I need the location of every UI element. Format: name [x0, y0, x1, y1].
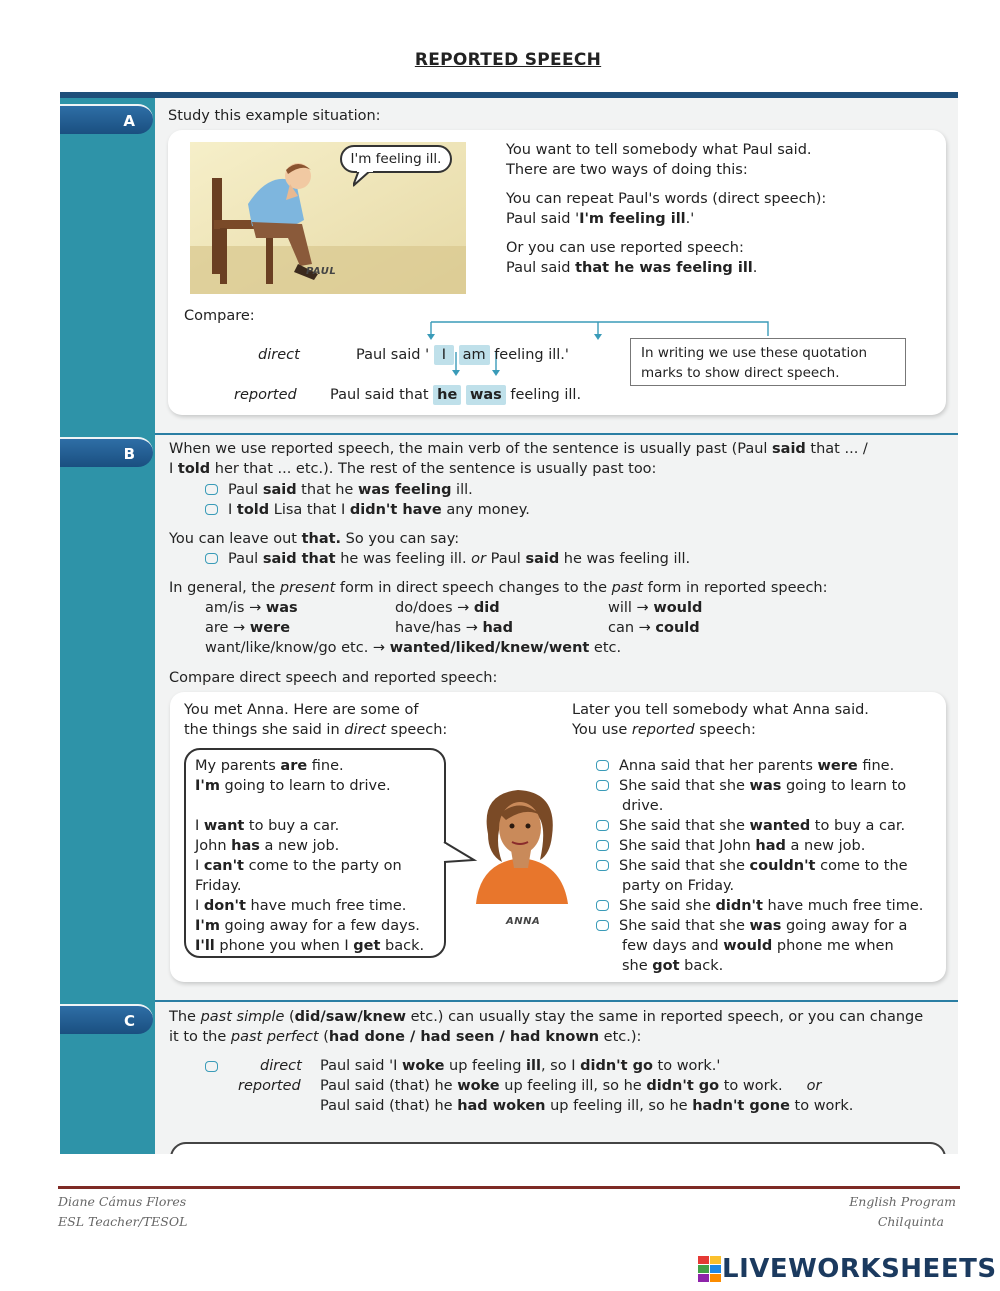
section-a-card [168, 130, 946, 415]
page-title: REPORTED SPEECH [414, 50, 602, 70]
b-compare: Compare direct speech and reported speech: [169, 670, 498, 686]
direct-line-6: Friday. [195, 878, 242, 894]
bullet-icon [205, 553, 218, 564]
anna-intro-2: the things she said in direct speech: [184, 722, 448, 738]
footer-organization: Chilquinta [877, 1214, 944, 1229]
direct-line-9: I'll phone you when I get back. [195, 938, 425, 954]
direct-line-3: I want to buy a car. [195, 818, 340, 834]
section-b-divider [155, 433, 958, 435]
change-am-is: am/is → was [205, 600, 298, 616]
later-1: Later you tell somebody what Anna said. [572, 702, 869, 718]
reported-line-5b: party on Friday. [622, 878, 735, 894]
a-direct-example: Paul said 'I'm feeling ill.' [506, 211, 695, 227]
anna-intro-1: You met Anna. Here are some of [184, 702, 419, 718]
later-2: You use reported speech: [572, 722, 756, 738]
paul-label: PAUL [306, 266, 337, 277]
logo-icon [698, 1256, 722, 1282]
reported-line-6: She said she didn't have much free time. [596, 896, 923, 916]
footer-program: English Program [849, 1194, 956, 1209]
direct-label: direct [258, 347, 300, 363]
c-reported-sentence-2: Paul said (that) he had woken up feeling ill, so he hadn't gone to work. [320, 1098, 854, 1114]
direct-line-2: I'm going to learn to drive. [195, 778, 391, 794]
direct-line-4: John has a new job. [195, 838, 340, 854]
c-reported-sentence-1: Paul said (that) he woke up feeling ill, so he didn't go to work. or [320, 1078, 822, 1094]
section-b-card [170, 692, 946, 982]
reported-line-4: She said that John had a new job. [596, 836, 865, 856]
compare-label: Compare: [184, 308, 255, 324]
change-can: can → could [608, 620, 700, 636]
c-line-2: it to the past perfect (had done / had seen / had known etc.): [169, 1029, 642, 1045]
top-rule [60, 92, 958, 98]
a-line-4: Or you can use reported speech: [506, 240, 744, 256]
change-will: will → would [608, 600, 703, 616]
b-intro-2: I told her that ... etc.). The rest of the sentence is usually past too: [169, 461, 657, 477]
reported-line-2b: drive. [622, 798, 664, 814]
direct-line-8: I'm going away for a few days. [195, 918, 420, 934]
bubble-tail [353, 170, 379, 188]
c-direct-sentence: Paul said 'I woke up feeling ill, so I didn't go to work.' [320, 1058, 721, 1074]
cut-off-box [170, 1142, 946, 1154]
b-example-2: I told Lisa that I didn't have any money. [205, 500, 530, 520]
bullet-icon [596, 820, 609, 831]
quotation-note: In writing we use these quotation marks to show direct speech. [630, 338, 906, 386]
change-have-has: have/has → had [395, 620, 513, 636]
bullet-icon [596, 920, 609, 931]
section-c-tab: C [60, 1004, 153, 1034]
direct-line-5: I can't come to the party on [195, 858, 402, 874]
bullet-icon [596, 760, 609, 771]
liveworksheets-logo [698, 1253, 997, 1285]
change-are: are → were [205, 620, 291, 636]
b-example-3: Paul said that he was feeling ill. or Paul said he was feeling ill. [205, 549, 690, 569]
bullet-icon [205, 504, 218, 515]
reported-line-3: She said that she wanted to buy a car. [596, 816, 905, 836]
reported-line-1: Anna said that her parents were fine. [596, 756, 894, 776]
direct-sentence: Paul said ' I am feeling ill.' [356, 347, 569, 363]
bullet-icon [596, 860, 609, 871]
footer-role: ESL Teacher/TESOL [58, 1214, 188, 1229]
c-direct-label: direct [260, 1058, 302, 1074]
reported-line-2: She said that she was going to learn to [596, 776, 906, 796]
bullet-icon [205, 1061, 218, 1072]
section-b-tab: B [60, 437, 153, 467]
b-leave-out: You can leave out that. So you can say: [169, 531, 460, 547]
bullet-icon [596, 900, 609, 911]
a-reported-example: Paul said that he was feeling ill. [506, 260, 758, 276]
footer-author: Diane Cámus Flores [58, 1194, 187, 1209]
c-reported-label: reported [238, 1078, 301, 1094]
logo-text: LIVEWORKSHEETS [722, 1254, 997, 1284]
bullet-icon [596, 780, 609, 791]
reported-line-7: She said that she was going away for a [596, 916, 907, 936]
anna-illustration [466, 784, 576, 904]
change-do-does: do/does → did [395, 600, 500, 616]
a-line-2: There are two ways of doing this: [506, 162, 748, 178]
bullet-icon [596, 840, 609, 851]
reported-label: reported [234, 387, 297, 403]
anna-label: ANNA [506, 916, 541, 927]
b-intro-1: When we use reported speech, the main verb of the sentence is usually past (Paul said that ... / [169, 441, 868, 457]
reported-sentence: Paul said that he was feeling ill. [330, 387, 582, 403]
section-a-intro: Study this example situation: [168, 108, 381, 124]
a-line-1: You want to tell somebody what Paul said. [506, 142, 812, 158]
reported-line-7b: few days and would phone me when [622, 938, 894, 954]
c-line-1: The past simple (did/saw/knew etc.) can usually stay the same in reported speech, or you can change [169, 1009, 924, 1025]
reported-line-7c: she got back. [622, 958, 724, 974]
direct-line-1: My parents are fine. [195, 758, 344, 774]
change-want-like: want/like/know/go etc. → wanted/liked/knew/went etc. [205, 640, 622, 656]
footer-rule [58, 1186, 960, 1189]
section-c-divider [155, 1000, 958, 1002]
b-example-1: Paul said that he was feeling ill. [205, 480, 473, 500]
sidebar-strip [60, 92, 155, 1154]
section-a-tab: A [60, 104, 153, 134]
bullet-icon [205, 484, 218, 495]
a-line-3: You can repeat Paul's words (direct speech): [506, 191, 827, 207]
textbook-page [60, 92, 958, 1154]
direct-line-7: I don't have much free time. [195, 898, 407, 914]
paul-speech-bubble: I'm feeling ill. [340, 145, 452, 173]
reported-line-5: She said that she couldn't come to the [596, 856, 908, 876]
b-general: In general, the present form in direct speech changes to the past form in reported speech: [169, 580, 828, 596]
